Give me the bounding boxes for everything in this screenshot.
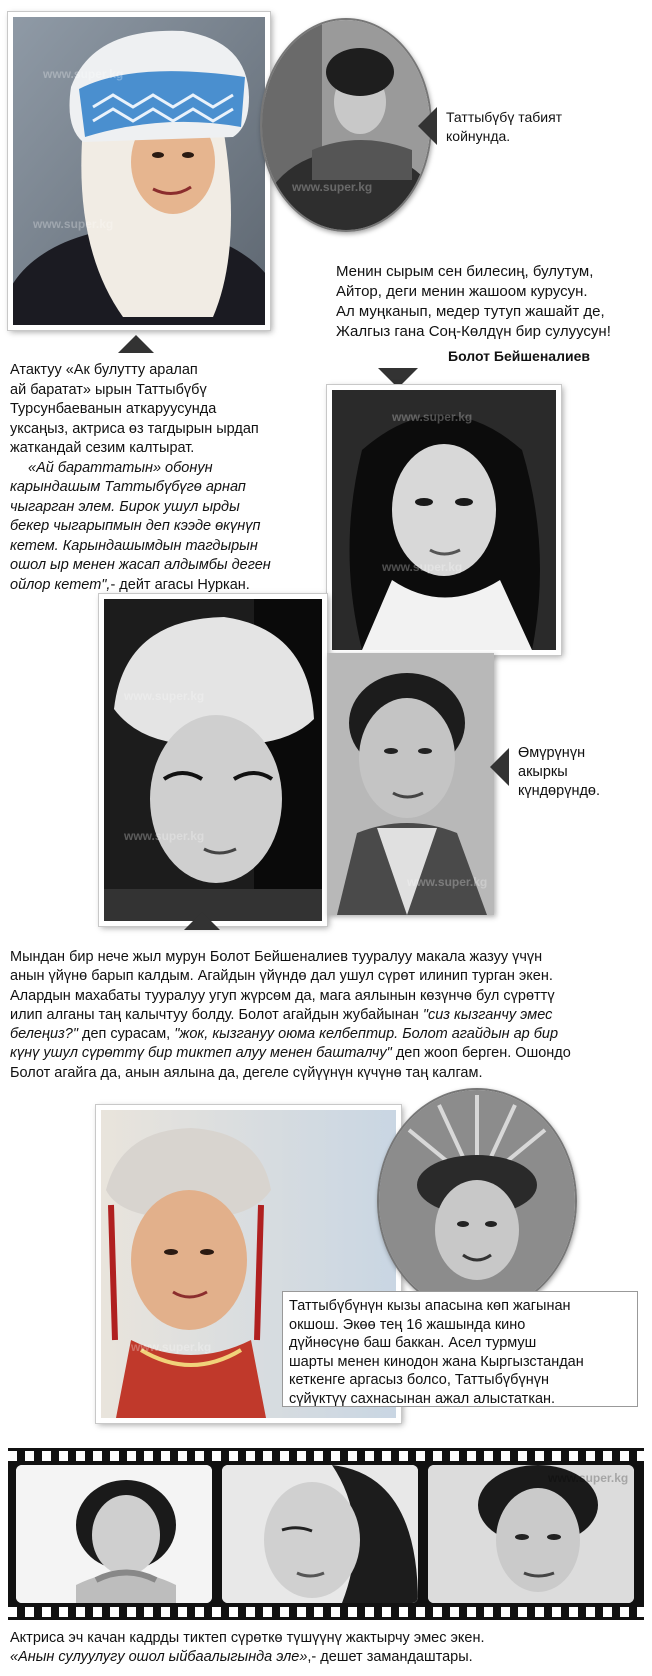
text: деп жооп берген. Ошондо xyxy=(391,1045,571,1062)
quote-line: «Ай бараттатын» обонун xyxy=(28,459,213,476)
paragraph-line: жаткандай сезим калтырат. xyxy=(10,440,195,456)
watermark: www.super.kg xyxy=(292,180,373,194)
arrow-left-icon xyxy=(490,748,509,786)
arrow-up-icon xyxy=(184,912,220,930)
caption-last-days xyxy=(518,744,638,801)
watermark: www.super.kg xyxy=(124,689,205,703)
arrow-up-icon xyxy=(118,335,154,353)
photo-color-portrait-hat xyxy=(8,12,270,330)
photo-bw-last-days xyxy=(327,653,494,915)
text: илип алганы таң калычтуу болду. Болот агайдын жубайынан xyxy=(10,1006,419,1023)
quote-line: бекер чыгарыпмын деп кээде өкүнүп xyxy=(10,518,261,534)
paragraph-line: Болот агайга да, анын аялына да, дегеле сүйүүнүн күчүнө таң калгам. xyxy=(10,1064,483,1081)
footer-line-2 xyxy=(10,1648,646,1667)
paragraph-line: Алардын махабаты тууралуу угуп жүрсөм да, мага аялынын көзүнчө бул сүрөттү xyxy=(10,987,555,1004)
photo-oval-nature xyxy=(260,18,432,232)
poem xyxy=(336,262,646,342)
poem-line: Ал муңканып, медер тутуп жашайт де, xyxy=(336,303,605,320)
paragraph-line xyxy=(10,1006,646,1025)
photo-bw-portrait-hair xyxy=(327,385,561,655)
footer-rest: ,- дешет замандаштары. xyxy=(307,1649,473,1665)
caption-line: Таттыбүбүнүн кызы апасына көп жагынан xyxy=(289,1298,571,1314)
watermark: www.super.kg xyxy=(392,410,473,424)
quote: белеңиз?" xyxy=(10,1026,78,1043)
quote: күнү ушул сүрөттү бир тиктеп алуу менен башталчу" xyxy=(10,1045,392,1062)
watermark: www.super.kg xyxy=(43,67,124,81)
caption-text: Өмүрүнүн акыркы күндөрүндө. xyxy=(518,745,601,799)
film-frame-3 xyxy=(428,1465,634,1603)
paragraph-line: Атактуу «Ак булутту аралап xyxy=(10,362,198,378)
film-sprockets-bottom xyxy=(8,1607,644,1617)
paragraph-line: Мындан бир нече жыл мурун Болот Бейшеналиев тууралуу макала жазуу үчүн xyxy=(10,949,543,965)
watermark: www.super.kg xyxy=(407,875,488,889)
footer-quote: «Анын сулуулугу ошол ыйбаалыгында эле» xyxy=(10,1649,308,1665)
film-strip xyxy=(8,1448,644,1620)
paragraph-song xyxy=(10,361,310,595)
poem-line: Менин сырым сен билесиң, булутум, xyxy=(336,263,594,280)
quote: "сиз кызганчу эмес xyxy=(418,1006,553,1023)
paragraph-line xyxy=(10,1025,646,1044)
caption-box-daughter xyxy=(282,1291,638,1407)
watermark: www.super.kg xyxy=(548,1471,629,1485)
watermark: www.super.kg xyxy=(124,829,205,843)
film-frame-2 xyxy=(222,1465,418,1603)
caption-line: шарты менен кинодон жана Кыргызстандан xyxy=(289,1353,584,1370)
quote-line: карындашым Таттыбүбүгө арнап xyxy=(10,479,246,495)
paragraph-line: анын үйүнө барып калдым. Агайдын үйүндө дал ушул сүрөт илинип турган экен. xyxy=(10,968,553,985)
caption-line: сүйүктүү сахнасынан ажал алыстаткан. xyxy=(289,1390,556,1407)
photo-bw-portrait-fur-hat xyxy=(99,594,327,926)
caption-nature: Таттыбүбү табият койнунда. xyxy=(446,109,563,144)
paragraph-bolot xyxy=(10,948,646,1083)
watermark: www.super.kg xyxy=(382,560,463,574)
quote-line: ошол ыр менен жасап алдымбы деген xyxy=(10,557,271,573)
quote-line: кетем. Карындашымдын тагдырын xyxy=(10,537,258,554)
poem-line: Айтор, деги менин жашоом курусун. xyxy=(336,283,588,300)
paragraph-line xyxy=(10,1044,646,1063)
quote-final-line xyxy=(10,576,310,596)
watermark: www.super.kg xyxy=(131,1340,212,1354)
quote: "жок, кызгануу оюма келбептир. Болот агайдын ар бир xyxy=(174,1026,559,1043)
footer-line-1: Актриса эч качан кадрды тиктеп сүрөткө түшүүнү жактырчу эмес экен. xyxy=(10,1630,485,1646)
caption-line: дүйнөсүнө баш баккан. Асел турмуш xyxy=(289,1335,537,1351)
paragraph-line: уксаңыз, актриса өз тагдырын ырдап xyxy=(10,420,259,437)
caption-line: кеткенге аргасыз болсо, Таттыбүбүнүн xyxy=(289,1372,549,1388)
arrow-left-icon xyxy=(418,107,437,145)
watermark: www.super.kg xyxy=(33,217,114,231)
photo-oval-stage xyxy=(377,1088,577,1314)
poem-author: Болот Бейшеналиев xyxy=(448,348,590,364)
quote-line: чыгарган элем. Бирок ушул ырды xyxy=(10,498,240,515)
caption-line: окшош. Экөө тең 16 жашында кино xyxy=(289,1316,526,1333)
paragraph-line: Турсунбаеванын аткаруусунда xyxy=(10,401,217,417)
film-sprockets-top xyxy=(8,1451,644,1461)
quote-end: ойлор кетет", xyxy=(10,576,111,593)
film-frame-1 xyxy=(16,1465,212,1603)
poem-line: Жалгыз гана Соң-Көлдүн бир сулуусун! xyxy=(336,323,611,340)
attribution: - дейт агасы Нуркан. xyxy=(110,576,250,593)
text: деп сурасам, xyxy=(77,1026,175,1043)
footer-caption xyxy=(10,1629,646,1667)
paragraph-line: ай баратат» ырын Таттыбүбү xyxy=(10,381,207,398)
